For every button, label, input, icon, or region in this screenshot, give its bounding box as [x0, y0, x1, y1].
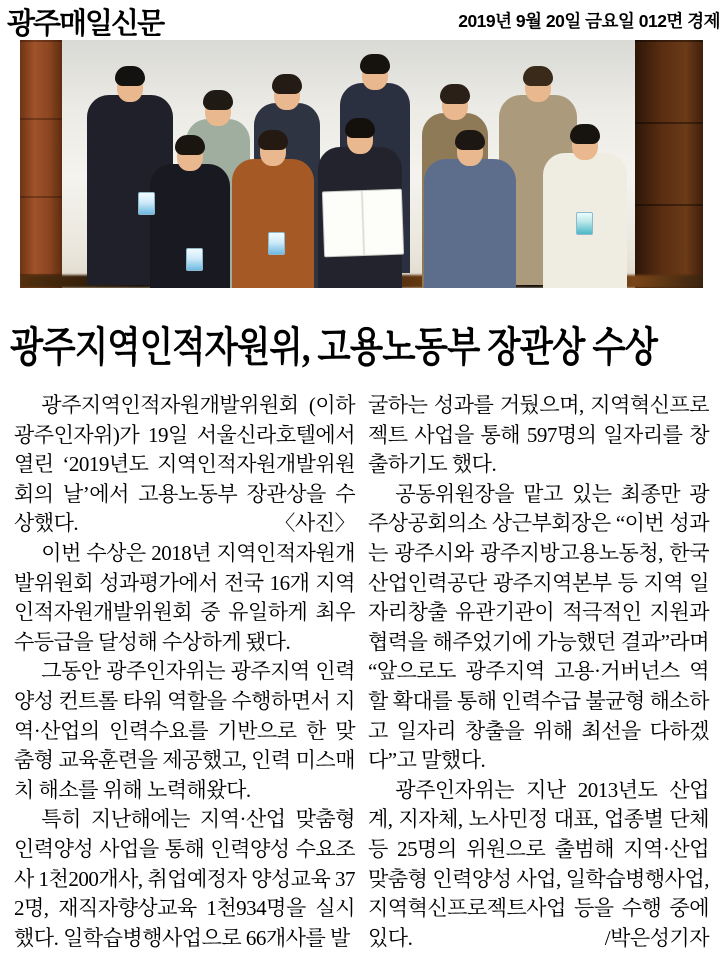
award-certificate	[322, 189, 404, 258]
paragraph-text: 그동안 광주인자위는 광주지역 인력양성 컨트롤 타워 역할을 수행하면서 지역·산업의 인력수요를 기반으로 한 맞춤형 교육훈련을 제공했고, 인력 미스매치 해소를 위해 노력해왔다.	[14, 659, 355, 802]
paragraph-text: 공동위원장을 맡고 있는 최종만 광주상공회의소 상근부회장은 “이번 성과는 광주시와 광주지방고용노동청, 한국산업인력공단 광주지역본부 등 지역 일자리창출 유관기관이 적극적인 지원과 협력을 해주었기에 가능했던 결과”라며 “앞으로도 광주지역 고용·거버넌스 역할 확대를 통해 인력수급 불균형 해소하고 일자리 창출을 위해 최선을 다하겠다”고 말했다.	[368, 481, 709, 773]
article-paragraph	[368, 776, 709, 954]
paragraph-text: 이번 수상은 2018년 지역인적자원개발위원회 성과평가에서 전국 16개 지역 인적자원개발위원회 중 유일하게 최우수등급을 달성해 수상하게 됐다.	[14, 540, 355, 654]
article-paragraph-continuation	[368, 391, 709, 480]
paragraph-text: 광주인자위는 지난 2013년도 산업계, 지자체, 노사민정 대표, 업종별 단체 등 25명의 위원으로 출범해 지역·산업 맞춤형 인력양성 사업, 일학습병행사업, 지역혁신프로젝트사업 등을 수행 중에 있다.	[368, 777, 709, 950]
reporter-byline: /박은성기자	[604, 925, 709, 950]
column-left	[14, 391, 355, 953]
article-paragraph	[368, 480, 709, 776]
article-body	[14, 391, 709, 953]
paragraph-text: 굴하는 성과를 거뒀으며, 지역혁신프로젝트 사업을 통해 597명의 일자리를 창출하기도 했다.	[368, 393, 709, 477]
wood-panel-left	[20, 40, 62, 288]
name-badge	[186, 248, 203, 271]
article-paragraph	[14, 539, 355, 657]
column-right	[368, 391, 709, 953]
wood-panel-right	[635, 40, 703, 288]
article-paragraph	[14, 657, 355, 805]
newspaper-logo: 광주매일신문	[7, 8, 164, 40]
photo-reference-tag: 〈사진〉	[274, 511, 355, 536]
article-paragraph	[14, 391, 355, 539]
paragraph-text: 특히 지난해에는 지역·산업 맞춤형 인력양성 사업을 통해 인력양성 수요조사 1천200개사, 취업예정자 양성교육 372명, 재직자향상교육 1천934명을 실시했다. 일학습병행사업으로 66개사를 발	[14, 807, 355, 950]
date-edition-line: 2019년 9월 20일 금요일 012면 경제	[458, 11, 720, 31]
name-badge	[576, 212, 593, 235]
name-badge	[268, 232, 285, 255]
article-headline: 광주지역인적자원위, 고용노동부 장관상 수상	[10, 324, 658, 370]
article-paragraph	[14, 805, 355, 953]
article-photo	[20, 40, 703, 288]
masthead	[0, 0, 723, 40]
name-badge	[138, 192, 155, 215]
paragraph-text: 광주지역인적자원개발위원회 (이하 광주인자위)가 19일 서울신라호텔에서 열린 ‘2019년도 지역인적자원개발위원회의 날’에서 고용노동부 장관상을 수상했다.	[14, 393, 355, 536]
